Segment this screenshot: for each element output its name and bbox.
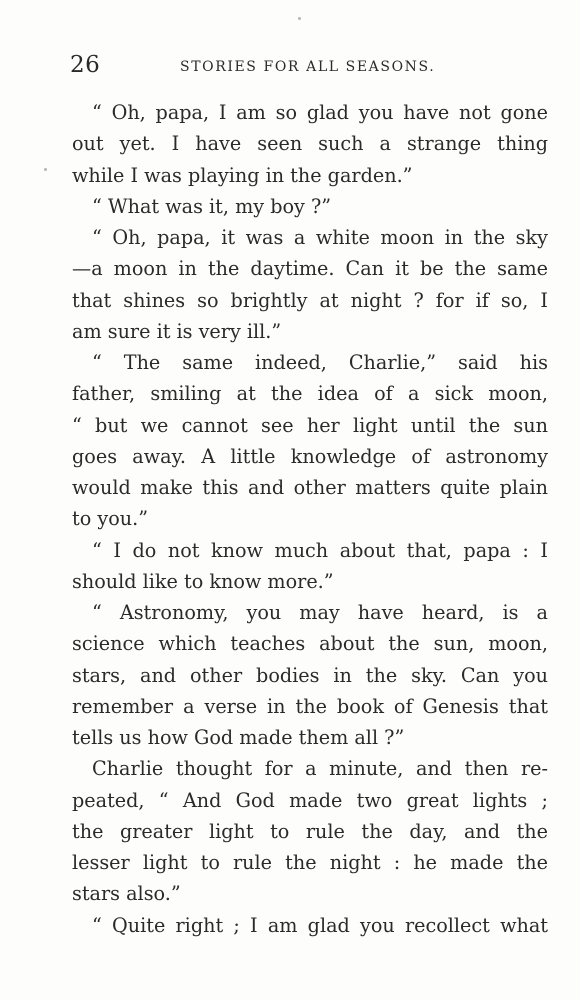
text-line: “ Oh, papa, I am so glad you have not gone <box>92 101 548 124</box>
text-line: peated, “ And God made two great lights ; <box>72 788 548 812</box>
text-line: “ but we cannot see her light until the sun <box>72 413 548 437</box>
text-line: goes away. A little knowledge of astronomy <box>72 444 548 468</box>
text-line: stars, and other bodies in the sky. Can you <box>72 663 548 687</box>
text-line: while I was playing in the garden.” <box>72 163 413 187</box>
running-head: STORIES FOR ALL SEASONS. <box>180 59 436 75</box>
text-line: “ Quite right ; I am glad you recollect what <box>92 913 548 937</box>
text-line: am sure it is very ill.” <box>72 319 282 343</box>
text-line: stars also.” <box>72 882 181 906</box>
page-header <box>70 50 548 80</box>
print-speck <box>298 17 301 20</box>
text-line: tells us how God made them all ?” <box>72 726 405 749</box>
text-line: “ I do not know much about that, papa : I <box>92 538 548 562</box>
text-line: the greater light to rule the day, and the <box>72 819 548 843</box>
text-line: “ Oh, papa, it was a white moon in the sky <box>92 226 548 249</box>
text-line: “ Astronomy, you may have heard, is a <box>92 601 548 624</box>
text-line: lesser light to rule the night : he made the <box>72 851 548 874</box>
text-line: —a moon in the daytime. Can it be the same <box>72 257 548 281</box>
text-line: would make this and other matters quite plain <box>72 476 548 499</box>
page-number: 26 <box>70 52 101 78</box>
text-line: “ The same indeed, Charlie,” said his <box>92 351 548 374</box>
print-speck <box>44 168 47 171</box>
text-line: to you.” <box>72 507 149 531</box>
page-body-text <box>72 97 548 941</box>
text-line: remember a verse in the book of Genesis that <box>72 694 548 718</box>
text-line: should like to know more.” <box>72 569 334 593</box>
text-line: that shines so brightly at night ? for if so, I <box>72 288 548 312</box>
text-line: father, smiling at the idea of a sick moon, <box>72 382 548 406</box>
text-line: “ What was it, my boy ?” <box>92 194 332 218</box>
text-line: out yet. I have seen such a strange thing <box>72 132 548 156</box>
text-line: Charlie thought for a minute, and then re- <box>92 757 548 781</box>
text-line: science which teaches about the sun, moon, <box>72 632 548 656</box>
